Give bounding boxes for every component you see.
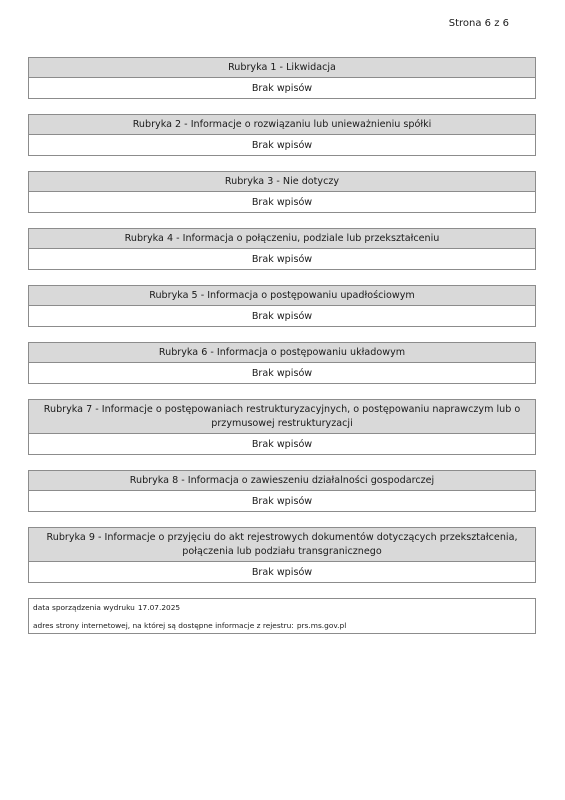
section-content: Brak wpisów <box>251 438 313 450</box>
section-content: Brak wpisów <box>251 139 313 151</box>
section-content: Brak wpisów <box>251 566 313 578</box>
section-content: Brak wpisów <box>251 367 313 379</box>
section-content: Brak wpisów <box>251 495 313 507</box>
page-number: Strona 6 z 6 <box>448 18 509 29</box>
section-content: Brak wpisów <box>251 253 313 265</box>
section-rubryka-1 <box>28 57 536 99</box>
section-rubryka-2 <box>28 114 536 156</box>
section-rubryka-4 <box>28 228 536 270</box>
section-title: Rubryka 9 - Informacje o przyjęciu do akt rejestrowych dokumentów dotyczących przekształcenia, połączenia lub podziału transgranicznego <box>29 528 535 562</box>
website-link[interactable]: prs.ms.gov.pl <box>296 621 347 630</box>
section-rubryka-8 <box>28 470 536 512</box>
section-rubryka-9 <box>28 527 536 583</box>
section-rubryka-6 <box>28 342 536 384</box>
website-label: adres strony internetowej, na której są dostępne informacje z rejestru: <box>33 621 294 630</box>
print-date-label: data sporządzenia wydruku <box>33 603 135 612</box>
section-title: Rubryka 3 - Nie dotyczy <box>29 172 535 192</box>
section-title: Rubryka 1 - Likwidacja <box>29 58 535 78</box>
section-rubryka-3 <box>28 171 536 213</box>
website-line <box>33 621 531 631</box>
section-title: Rubryka 7 - Informacje o postępowaniach restrukturyzacyjnych, o postępowaniu naprawczym lub o przymusowej restrukturyzacji <box>29 400 535 434</box>
section-rubryka-7 <box>28 399 536 455</box>
section-title: Rubryka 6 - Informacja o postępowaniu układowym <box>29 343 535 363</box>
section-title: Rubryka 4 - Informacja o połączeniu, podziale lub przekształceniu <box>29 229 535 249</box>
section-rubryka-5 <box>28 285 536 327</box>
section-title: Rubryka 5 - Informacja o postępowaniu upadłościowym <box>29 286 535 306</box>
section-title: Rubryka 2 - Informacje o rozwiązaniu lub unieważnieniu spółki <box>29 115 535 135</box>
section-content: Brak wpisów <box>251 310 313 322</box>
print-info-box <box>28 598 536 634</box>
section-content: Brak wpisów <box>251 82 313 94</box>
section-content: Brak wpisów <box>251 196 313 208</box>
section-title: Rubryka 8 - Informacja o zawieszeniu działalności gospodarczej <box>29 471 535 491</box>
print-date-value: 17.07.2025 <box>137 603 181 612</box>
print-date-line <box>33 603 531 613</box>
